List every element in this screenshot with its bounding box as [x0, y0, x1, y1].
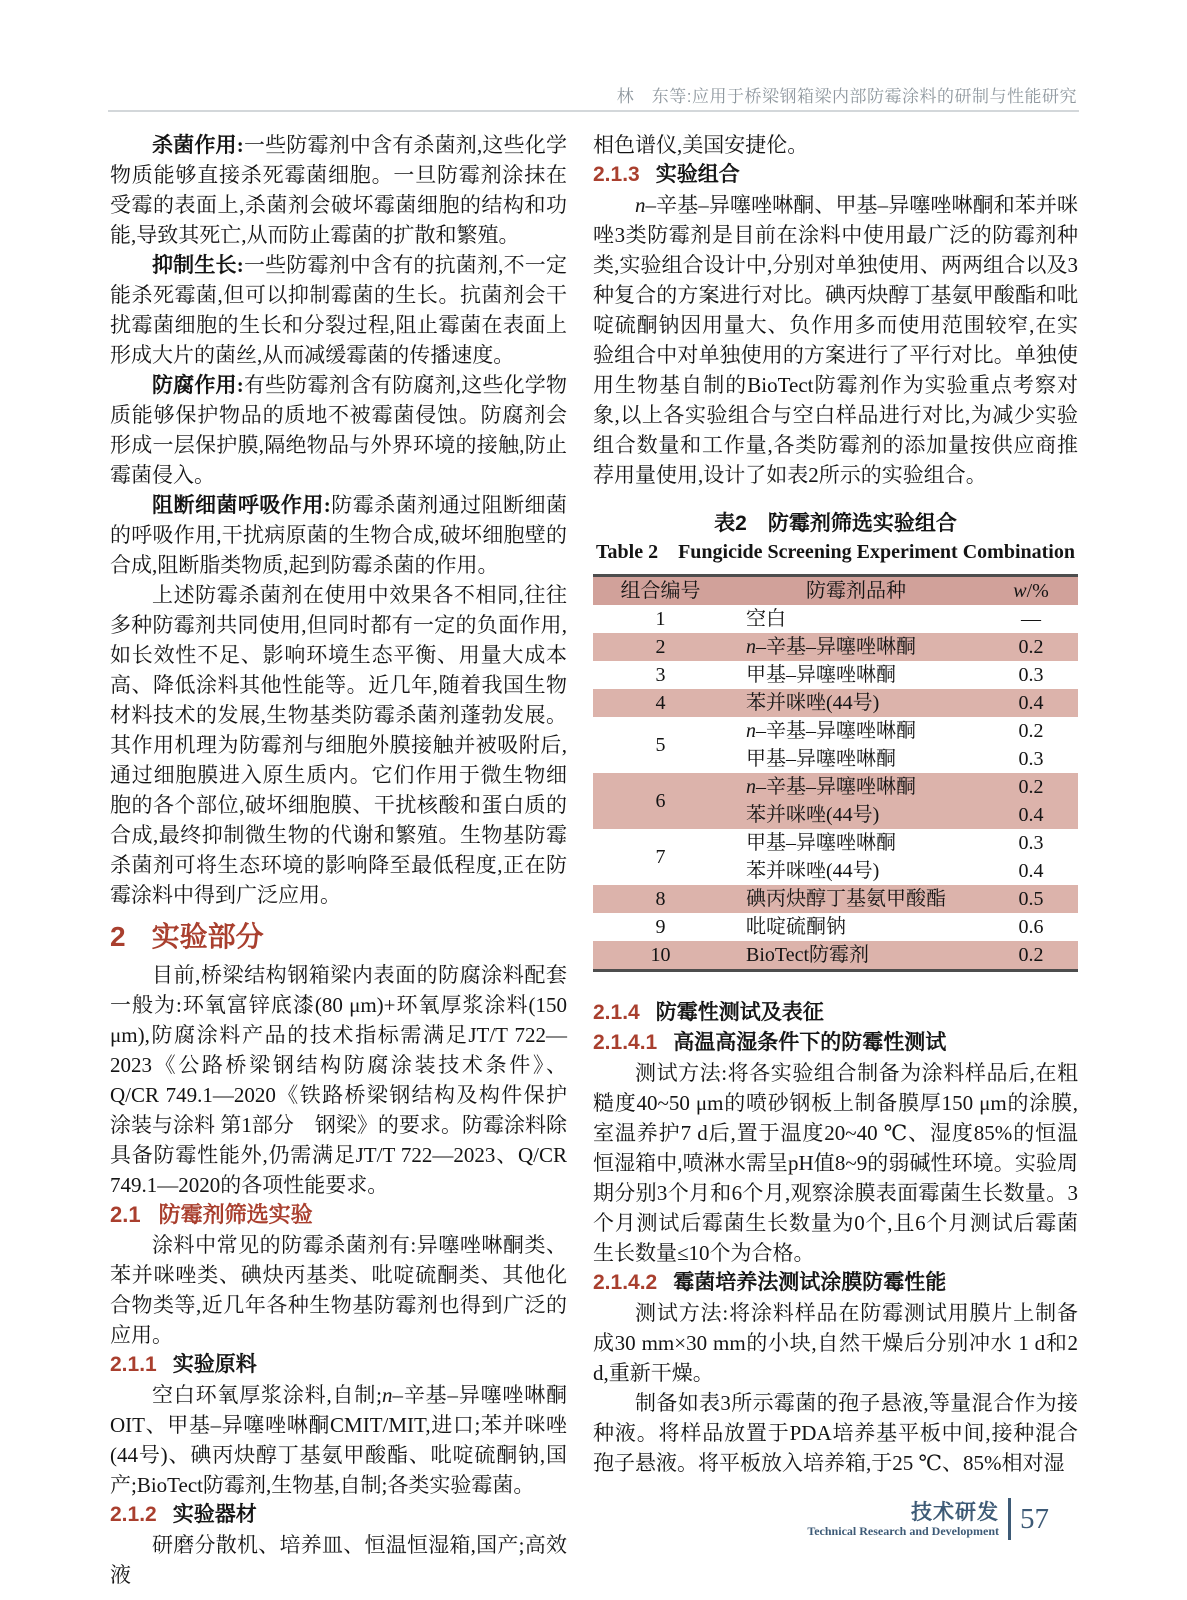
- section-number: 2.1.3: [593, 163, 640, 186]
- paragraph-lead: 阻断细菌呼吸作用:: [152, 493, 331, 517]
- section-heading-2-1-1: [110, 1350, 567, 1380]
- combination-number-cell: 1: [655, 608, 666, 630]
- fungicide-dosage-cell: —: [1021, 608, 1041, 630]
- combination-number-cell: 8: [593, 885, 728, 913]
- fungicide-name-cell: 吡啶硫酮钠: [746, 916, 846, 938]
- fungicide-name-cell: 苯并咪唑(44号): [728, 689, 984, 717]
- section-title: 高温高湿条件下的防霉性测试: [673, 1031, 947, 1054]
- table-row: [593, 913, 1078, 941]
- section-number: 2.1: [110, 1202, 141, 1227]
- table-row: [593, 605, 1078, 633]
- table-row: [593, 829, 1078, 857]
- fungicide-dosage-cell: 0.4: [1018, 860, 1044, 882]
- combination-number-cell: 6: [593, 773, 728, 829]
- paragraph: [110, 490, 567, 580]
- paragraph: n–辛基–异噻唑啉酮、甲基–异噻唑啉酮和苯并咪唑3类防霉剂是目前在涂料中使用最广泛的防霉剂种类,实验组合设计中,分别对单独使用、两两组合以及3种复合的方案进行对比。碘丙炔醇丁基氨甲酸酯和吡啶硫酮钠因用量大、负作用多而使用范围较窄,在实验组合中对单独使用的方案进行了平行对比。单独使用生物基自制的BioTect防霉剂作为实验重点考察对象,以上各实验组合与空白样品进行对比,为减少实验组合数量和工作量,各类防霉剂的添加量按供应商推荐用量使用,设计了如表2所示的实验组合。: [593, 193, 1078, 487]
- footer-section-cn: 技术研发: [911, 1500, 999, 1524]
- footer-section-en: Technical Research and Development: [807, 1523, 999, 1538]
- paragraph: [110, 580, 567, 910]
- paragraph-lead: 防腐作用:: [152, 373, 244, 397]
- section-title: 实验部分: [151, 921, 264, 952]
- section-number: 2.1.2: [110, 1503, 157, 1526]
- section-number: 2: [110, 921, 126, 952]
- fungicide-name-cell: 苯并咪唑(44号): [746, 860, 880, 882]
- paragraph: 目前,桥梁结构钢箱梁内表面的防腐涂料配套一般为:环氧富锌底漆(80 μm)+环氧厚浆涂料(150 μm),防腐涂料产品的技术指标需满足JT/T 722—2023《公路桥梁钢结构防腐涂装技术条件》、Q/CR 749.1—2020《铁路桥梁钢结构及构件保护涂装与涂料 第1部分 钢梁》的要求。防霉涂料除具备防霉性能外,仍需满足JT/T 722—2023、Q/CR 749.1—2020的各项性能要求。: [110, 963, 567, 1197]
- paragraph-text: 防霉杀菌剂通过阻断细菌的呼吸作用,干扰病原菌的生物合成,破坏细胞壁的合成,阻断脂类物质,起到防霉杀菌的作用。: [110, 493, 568, 577]
- fungicide-dosage-cell: 0.2: [1018, 720, 1044, 742]
- section-heading-2-1: [110, 1200, 567, 1230]
- fungicide-dosage-cell: 0.4: [984, 689, 1078, 717]
- paragraph: 空白环氧厚浆涂料,自制;n–辛基–异噻唑啉酮OIT、甲基–异噻唑啉酮CMIT/MIT,进口;苯并咪唑(44号)、碘丙炔醇丁基氨甲酸酯、吡啶硫酮钠,国产;BioTect防霉剂,生物基,自制;各类实验霉菌。: [110, 1383, 568, 1497]
- fungicide-name-cell: 苯并咪唑(44号): [728, 801, 984, 829]
- fungicide-dosage-cell: 0.2: [984, 941, 1078, 971]
- section-number: 2.1.4.2: [593, 1271, 658, 1294]
- fungicide-dosage-cell: 0.6: [1018, 916, 1044, 938]
- section-title: 实验器材: [172, 1503, 257, 1526]
- fungicide-dosage-cell: 0.3: [1018, 832, 1044, 854]
- paragraph-lead: 抑制生长:: [152, 253, 244, 277]
- paragraph: 测试方法:将各实验组合制备为涂料样品后,在粗糙度40~50 μm的喷砂钢板上制备膜厚150 μm的涂膜,室温养护7 d后,置于温度20~40 ℃、湿度85%的恒温恒湿箱中,喷淋水需呈pH值8~9的弱碱性环境。实验周期分别3个月和6个月,观察涂膜表面霉菌生长数量。3个月测试后霉菌生长数量为0个,且6个月测试后霉菌生长数量≤10个为合格。: [593, 1061, 1078, 1265]
- paragraph: 测试方法:将涂料样品在防霉测试用膜片上制备成30 mm×30 mm的小块,自然干燥后分别冲水 1 d和2 d,重新干燥。: [593, 1301, 1078, 1385]
- fungicide-table-body: [593, 605, 1078, 971]
- fungicide-name-cell: 甲基–异噻唑啉酮: [746, 664, 896, 686]
- combination-number-cell: 5: [655, 734, 666, 756]
- paragraph: [110, 370, 567, 490]
- paragraph: [110, 130, 567, 250]
- fungicide-name-cell: 碘丙炔醇丁基氨甲酸酯: [728, 885, 984, 913]
- table-header-row: [593, 576, 1078, 606]
- section-heading-2-1-4-1: [593, 1028, 1078, 1058]
- table-col-name: 防霉剂品种: [806, 580, 906, 602]
- fungicide-dosage-cell: 0.3: [1018, 748, 1044, 770]
- combination-number-cell: 9: [655, 916, 666, 938]
- fungicide-dosage-cell: 0.3: [1018, 664, 1044, 686]
- table-row: [593, 633, 1078, 661]
- table-row: [593, 941, 1078, 971]
- fungicide-name-cell: n–辛基–异噻唑啉酮: [728, 633, 984, 661]
- section-heading-2-1-4: [593, 998, 1078, 1028]
- page-number: 57: [1020, 1502, 1049, 1535]
- section-title: 霉菌培养法测试涂膜防霉性能: [673, 1271, 947, 1294]
- paragraph-text: 有些防霉剂含有防腐剂,这些化学物质能够保护物品的质地不被霉菌侵蚀。防腐剂会形成一层保护膜,隔绝物品与外界环境的接触,防止霉菌侵入。: [110, 373, 567, 487]
- paragraph-lead: 杀菌作用:: [152, 133, 244, 157]
- section-heading-2-1-3: [593, 160, 1078, 190]
- section-heading-2-1-4-2: [593, 1268, 1078, 1298]
- table-header: [593, 576, 1078, 606]
- table-row: [593, 661, 1078, 689]
- fungicide-name-cell: 甲基–异噻唑啉酮: [746, 748, 896, 770]
- table-row: [593, 885, 1078, 913]
- section-number: 2.1.1: [110, 1353, 157, 1376]
- combination-number-cell: 3: [655, 664, 666, 686]
- paragraph: 涂料中常见的防霉杀菌剂有:异噻唑啉酮类、苯并咪唑类、碘炔丙基类、吡啶硫酮类、其他化合物类等,近几年各种生物基防霉剂也得到广泛的应用。: [110, 1233, 567, 1347]
- fungicide-name-cell: n–辛基–异噻唑啉酮: [728, 773, 984, 801]
- table-row: [593, 689, 1078, 717]
- paragraph-text: 上述防霉杀菌剂在使用中效果各不相同,往往多种防霉剂共同使用,但同时都有一定的负面作用,如长效性不足、影响环境生态平衡、用量大成本高、降低涂料其他性能等。近几年,随着我国生物材料技术的发展,生物基类防霉杀菌剂蓬勃发展。其作用机理为防霉剂与细胞外膜接触并被吸附后,通过细胞膜进入原生质内。它们作用于微生物细胞的各个部位,破坏细胞膜、干扰核酸和蛋白质的合成,最终抑制微生物的代谢和繁殖。生物基防霉杀菌剂可将生态环境的影响降至最低程度,正在防霉涂料中得到广泛应用。: [110, 583, 567, 907]
- table-title-en: Table 2 Fungicide Screening Experiment Combination: [596, 541, 1075, 563]
- footer-section: [807, 1501, 999, 1538]
- section-title: 防霉剂筛选实验: [158, 1202, 313, 1227]
- paragraph: 研磨分散机、培养皿、恒温恒湿箱,国产;高效液: [110, 1533, 567, 1587]
- section-heading-2: [110, 920, 567, 954]
- table-col-id: 组合编号: [620, 580, 701, 602]
- fungicide-dosage-cell: 0.2: [984, 633, 1078, 661]
- left-column: [110, 130, 567, 1590]
- fungicide-name-cell: BioTect防霉剂: [728, 941, 984, 971]
- page-footer: [807, 1498, 1049, 1540]
- section-number: 2.1.4.1: [593, 1031, 658, 1054]
- fungicide-dosage-cell: 0.2: [984, 773, 1078, 801]
- paragraph: [110, 250, 567, 370]
- table-block: [593, 510, 1078, 972]
- fungicide-table: [593, 574, 1078, 972]
- paragraph: 制备如表3所示霉菌的孢子悬液,等量混合作为接种液。将样品放置于PDA培养基平板中间,接种混合孢子悬液。将平板放入培养箱,于25 ℃、85%相对湿: [593, 1391, 1078, 1475]
- combination-number-cell: 2: [593, 633, 728, 661]
- fungicide-name-cell: n–辛基–异噻唑啉酮: [746, 720, 916, 742]
- paragraph-text: 一些防霉剂中含有的抗菌剂,不一定能杀死霉菌,但可以抑制霉菌的生长。抗菌剂会干扰霉菌细胞的生长和分裂过程,阻止霉菌在表面上形成大片的菌丝,从而减缓霉菌的传播速度。: [110, 253, 567, 367]
- fungicide-name-cell: 空白: [746, 608, 786, 630]
- section-heading-2-1-2: [110, 1500, 567, 1530]
- section-title: 防霉性测试及表征: [655, 1001, 824, 1024]
- fungicide-dosage-cell: 0.5: [984, 885, 1078, 913]
- paragraph-text: 一些防霉剂中含有杀菌剂,这些化学物质能够直接杀死霉菌细胞。一旦防霉剂涂抹在受霉的表面上,杀菌剂会破坏霉菌细胞的结构和功能,导致其死亡,从而防止霉菌的扩散和繁殖。: [110, 133, 567, 247]
- table-title-cn: 表2 防霉剂筛选实验组合: [714, 512, 957, 535]
- right-column: [593, 130, 1078, 1478]
- fungicide-name-cell: 甲基–异噻唑啉酮: [746, 832, 896, 854]
- section-title: 实验原料: [172, 1353, 257, 1376]
- section-title: 实验组合: [655, 163, 740, 186]
- table-row: [593, 773, 1078, 801]
- section-number: 2.1.4: [593, 1001, 640, 1024]
- header-rule: [108, 110, 1079, 112]
- footer-divider: [1008, 1498, 1011, 1540]
- combination-number-cell: 7: [655, 846, 666, 868]
- combination-number-cell: 4: [593, 689, 728, 717]
- fungicide-dosage-cell: 0.4: [984, 801, 1078, 829]
- running-head: 林 东等:应用于桥梁钢箱梁内部防霉涂料的研制与性能研究: [616, 87, 1077, 106]
- table-row: [593, 717, 1078, 745]
- paragraph-continuation: 相色谱仪,美国安捷伦。: [593, 133, 809, 157]
- table-col-w: w/%: [1013, 580, 1049, 602]
- combination-number-cell: 10: [593, 941, 728, 971]
